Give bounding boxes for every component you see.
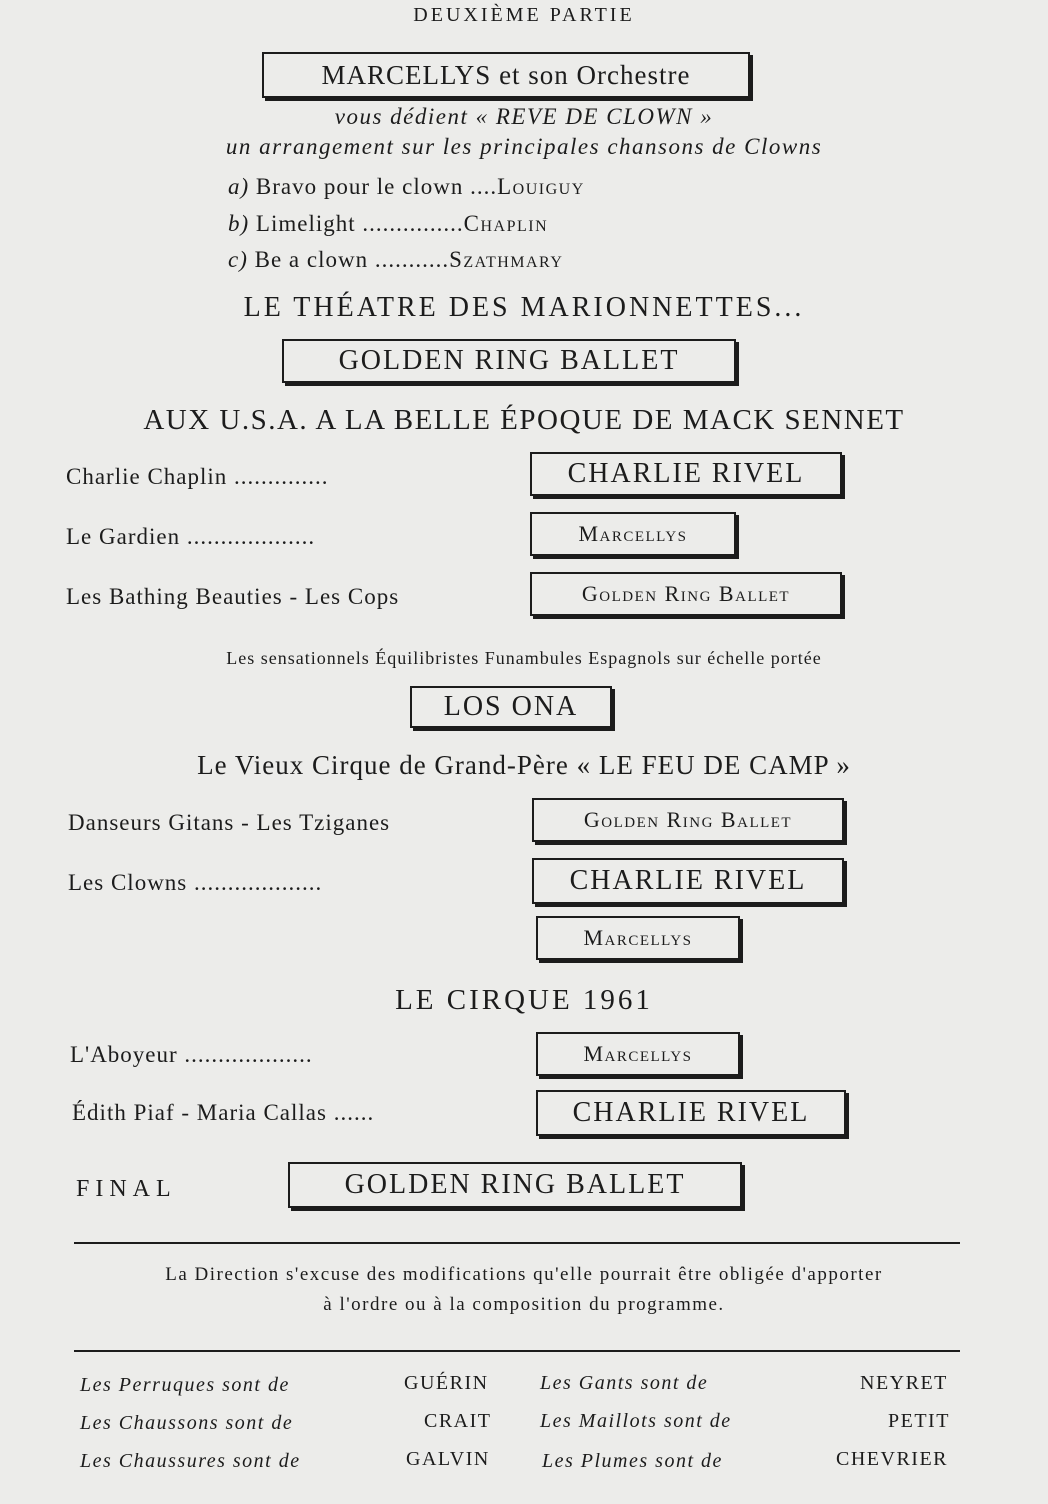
song-leader: ...........: [374, 247, 450, 272]
performer-box: [536, 1032, 740, 1076]
performer-name: Marcellys: [583, 925, 693, 950]
orchestra-box-label: MARCELLYS et son Orchestre: [321, 59, 691, 90]
performer-box: [536, 916, 740, 960]
section-heading-equilibristes: Les sensationnels Équilibristes Funambules Espagnols sur échelle portée: [226, 648, 822, 668]
song-row: [228, 247, 563, 273]
act-label: [66, 464, 329, 490]
song-leader: ...............: [362, 211, 464, 236]
act-label: [68, 810, 390, 836]
act-label: [66, 584, 399, 610]
section-heading-usa: AUX U.S.A. A LA BELLE ÉPOQUE DE MACK SENNET: [143, 404, 905, 436]
song-letter: b): [228, 211, 250, 236]
section-heading-marionnettes: LE THÉATRE DES MARIONNETTES...: [243, 292, 805, 323]
dedication-line-2: un arrangement sur les principales chansons de Clowns: [225, 134, 823, 159]
act-label: [70, 1042, 313, 1068]
credit-maker: GUÉRIN: [404, 1372, 489, 1394]
credit-item: Les Maillots sont de: [540, 1410, 732, 1432]
act-label-text: Le Gardien: [66, 524, 181, 549]
los-ona-box: [410, 686, 612, 728]
song-title: Bravo pour le clown: [255, 174, 464, 199]
performer-name: CHARLIE RIVEL: [567, 458, 805, 489]
performer-name: CHARLIE RIVEL: [572, 1097, 810, 1128]
divider: [74, 1350, 960, 1352]
song-leader: ....: [470, 174, 498, 199]
golden-ring-ballet-box: [282, 339, 736, 383]
credit-item: Les Chaussures sont de: [80, 1450, 301, 1472]
los-ona-label: LOS ONA: [443, 691, 579, 722]
act-label: [68, 870, 322, 896]
credit-item: Les Chaussons sont de: [80, 1412, 294, 1434]
act-leader: ......: [333, 1100, 375, 1125]
song-letter: c): [228, 247, 248, 272]
performer-box: [530, 572, 842, 616]
credit-item: Les Plumes sont de: [542, 1450, 723, 1472]
song-row: [228, 211, 548, 237]
performer-box: [536, 1090, 846, 1136]
performer-box: [532, 858, 844, 904]
act-leader: ..............: [234, 464, 329, 489]
act-label-text: Les Clowns: [68, 870, 188, 895]
golden-ring-ballet-label: GOLDEN RING BALLET: [338, 345, 680, 376]
song-composer: Chaplin: [463, 211, 549, 236]
credit-maker: CRAIT: [424, 1410, 492, 1432]
performer-name: Golden Ring Ballet: [581, 581, 791, 606]
act-leader: ...................: [186, 524, 316, 549]
performer-name: Marcellys: [583, 1041, 693, 1066]
act-leader: ...................: [194, 870, 323, 895]
notice-line-2: à l'ordre ou à la composition du programme.: [323, 1294, 725, 1315]
section-heading-feu-de-camp: Le Vieux Cirque de Grand-Père « LE FEU DE CAMP »: [197, 750, 851, 780]
final-label: FINAL: [76, 1176, 177, 1202]
divider: [74, 1242, 960, 1244]
act-label: [66, 524, 315, 550]
notice-line-1: La Direction s'excuse des modifications qu'elle pourrait être obligée d'apporter: [165, 1264, 883, 1285]
act-label-text: Édith Piaf - Maria Callas: [72, 1100, 327, 1125]
page-title: DEUXIÈME PARTIE: [413, 4, 635, 26]
dedication-line-1: vous dédient « REVE DE CLOWN »: [334, 104, 714, 129]
performer-box: [530, 512, 736, 556]
act-label-text: Danseurs Gitans - Les Tziganes: [68, 810, 391, 835]
credit-maker: NEYRET: [860, 1372, 948, 1394]
orchestra-box: [262, 52, 750, 98]
song-composer: Louiguy: [497, 174, 585, 199]
song-title: Be a clown: [254, 247, 369, 272]
final-box-label: GOLDEN RING BALLET: [344, 1169, 686, 1200]
credit-item: Les Gants sont de: [540, 1372, 709, 1394]
song-row: [228, 174, 585, 200]
final-box: [288, 1162, 742, 1208]
credit-maker: PETIT: [888, 1410, 950, 1432]
song-title: Limelight: [255, 211, 356, 236]
performer-name: Marcellys: [578, 521, 688, 546]
performer-box: [532, 798, 844, 842]
credit-maker: CHEVRIER: [836, 1448, 948, 1470]
performer-box: [530, 452, 842, 496]
act-label-text: L'Aboyeur: [70, 1042, 178, 1067]
act-label-text: Charlie Chaplin: [66, 464, 228, 489]
act-leader: ...................: [184, 1042, 313, 1067]
credit-maker: GALVIN: [406, 1448, 490, 1470]
performer-name: CHARLIE RIVEL: [569, 865, 807, 896]
song-composer: Szathmary: [449, 247, 564, 272]
section-heading-cirque-1961: LE CIRQUE 1961: [395, 984, 653, 1016]
act-label-text: Les Bathing Beauties - Les Cops: [66, 584, 400, 609]
song-letter: a): [228, 174, 250, 199]
act-label: [72, 1100, 374, 1126]
credit-item: Les Perruques sont de: [80, 1374, 290, 1396]
performer-name: Golden Ring Ballet: [583, 807, 793, 832]
